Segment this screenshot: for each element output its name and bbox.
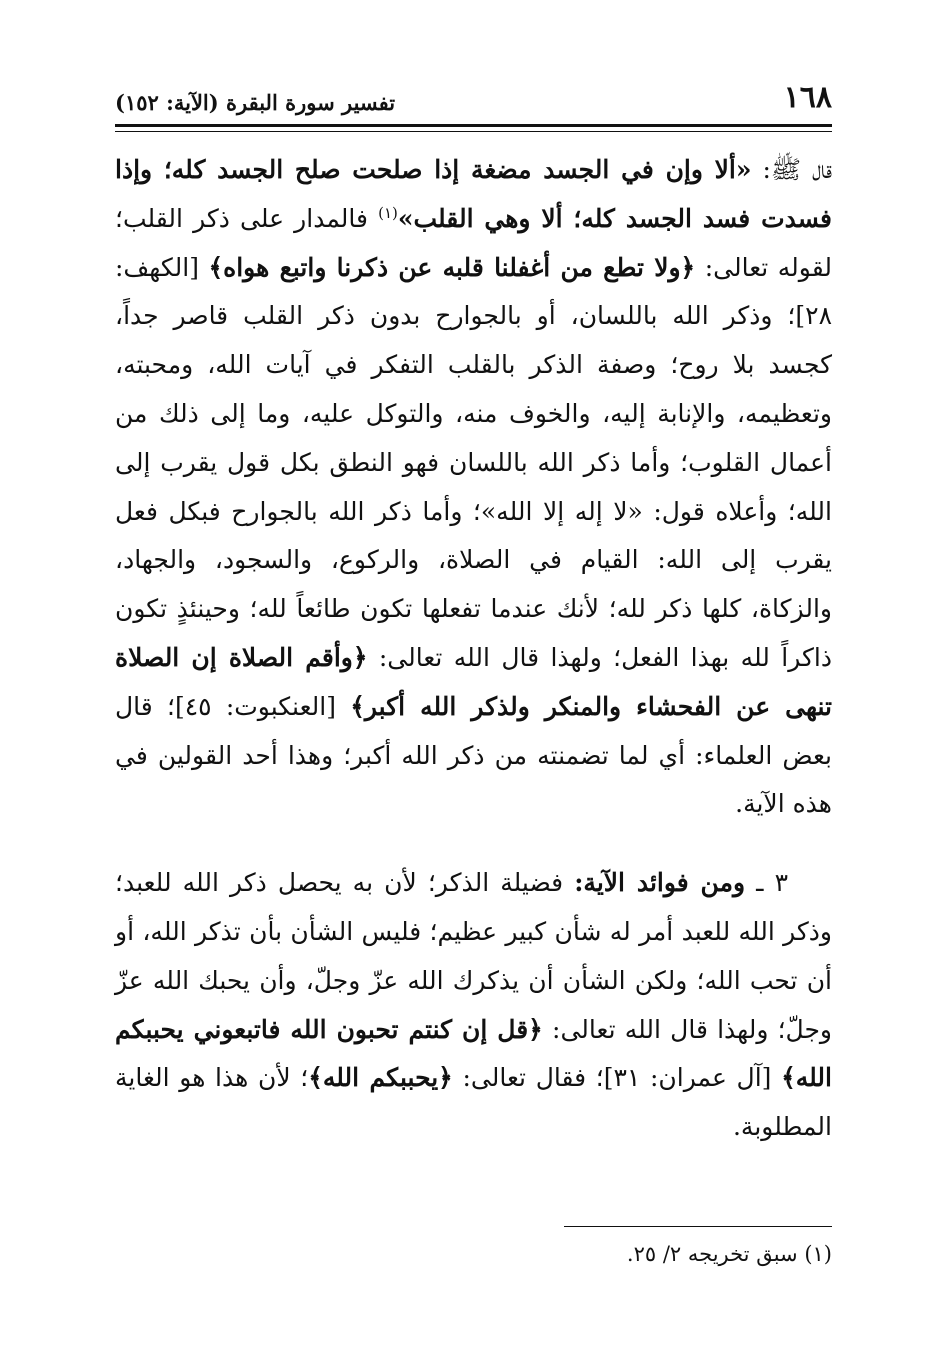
footnote-marker: (١): [378, 203, 398, 222]
text-run: ؛ لأن هذا هو الغاية المطلوبة.: [115, 1063, 832, 1142]
text-run: ٣ ـ: [745, 868, 788, 898]
footnote-rule: [564, 1226, 832, 1227]
bold-quote: ﴿قل إن كنتم تحبون الله فاتبعوني يحببكم الله﴾: [115, 1014, 832, 1093]
paragraph-1: [115, 146, 832, 829]
page-number: ١٦٨: [783, 80, 832, 115]
page-header: [115, 80, 832, 124]
bold-quote: «ألا وإن في الجسد مضغة إذا صلحت صلح الجسد كله؛ وإذا فسدت فسد الجسد كله؛ ألا وهي القلب»: [115, 155, 832, 233]
text-run: [آل عمران: ٣١]؛ فقال تعالى:: [452, 1063, 782, 1093]
paragraph-2: [115, 859, 832, 1152]
footnote: (١) سبق تخريجه ٢/ ٢٥.: [626, 1242, 832, 1266]
text-run: فالمدار على ذكر القلب؛ لقوله تعالى:: [115, 203, 832, 282]
header-rule-thin: [115, 131, 832, 132]
bold-quote: ﴿وأقم الصلاة إن الصلاة تنهى عن الفحشاء والمنكر ولذكر الله أكبر﴾: [115, 642, 832, 721]
text-run: قال ﷺ:: [751, 155, 832, 184]
bold-quote: ومن فوائد الآية:: [574, 868, 746, 898]
text-run: فضيلة الذكر؛ لأن به يحصل ذكر الله للعبد؛ وذكر الله للعبد أمر له شأن كبير عظيم؛ فليس الشأن بأن تذكر الله، أو أن تحب الله؛ ولكن الشأن أن يذكرك الله عزّ وجلّ، وأن يحبك الله عزّ وجلّ؛ ولهذا قال الله تعالى:: [115, 868, 832, 1044]
body-text: [115, 146, 832, 1152]
bold-quote: ﴿ولا تطع من أغفلنا قلبه عن ذكرنا واتبع هواه﴾: [208, 252, 696, 282]
text-run: [الكهف: ٢٨]؛ وذكر الله باللسان، أو بالجوارح بدون ذكر القلب قاصر جداً، كجسد بلا روح؛ وصفة الذكر بالقلب التفكر في آيات الله، ومحبته، وتعظيمه، والإنابة إليه، والخوف منه، والتوكل عليه، وما إلى ذلك من أعمال القلوب؛ وأما ذكر الله باللسان فهو النطق بكل قول يقرب إلى الله؛ وأعلاه قول: «لا إله إلا الله»؛ وأما ذكر الله بالجوارح فبكل فعل يقرب إلى الله: القيام في الصلاة، والركوع، والسجود، والجهاد، والزكاة، كلها ذكر لله؛ لأنك عندما تفعلها تكون طائعاً لله؛ وحينئذٍ تكون ذاكراً لله بهذا الفعل؛ ولهذا قال الله تعالى:: [115, 252, 832, 672]
running-title: تفسير سورة البقرة (الآية: ١٥٢): [115, 90, 396, 115]
text-run: [العنكبوت: ٤٥]؛ قال بعض العلماء: أي لما تضمنته من ذكر الله أكبر؛ وهذا أحد القولين في هذه الآية.: [115, 691, 832, 819]
bold-quote: ﴿يحببكم الله﴾: [308, 1063, 453, 1093]
header-rule-thick: [115, 124, 832, 127]
